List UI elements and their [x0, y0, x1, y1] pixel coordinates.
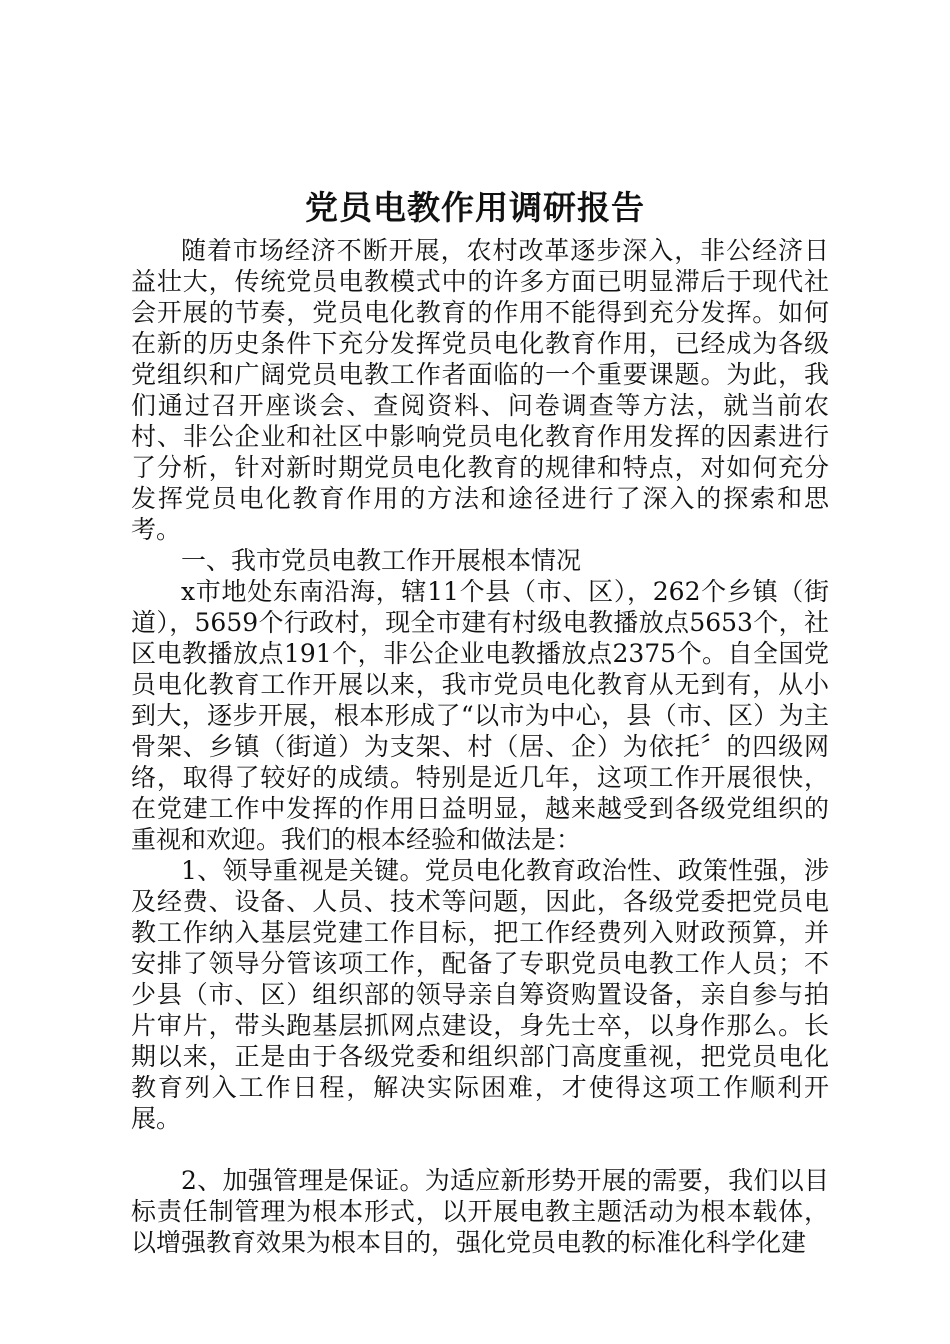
paragraph-overview: x市地处东南沿海，辖11个县（市、区），262个乡镇（街道），5659个行政村，现全市建有村级电教播放点5653个，社区电教播放点191个，非公企业电教播放点2375个。自全国党员电化教育工作开展以来，我市党员电化教育从无到有，从小到大，逐步开展，根本形成了“以市为中心，县（市、区）为主骨架、乡镇（街道）为支架、村（居、企）为依托〞的四级网络，取得了较好的成绩。特别是近几年，这项工作开展很快，在党建工作中发挥的作用日益明显，越来越受到各级党组织的重视和欢迎。我们的根本经验和做法是： — [131, 577, 829, 854]
document-title: 党员电教作用调研报告 — [305, 188, 645, 227]
paragraph-intro: 随着市场经济不断开展，农村改革逐步深入，非公经济日益壮大，传统党员电教模式中的许多方面已明显滞后于现代社会开展的节奏，党员电化教育的作用不能得到充分发挥。如何在新的历史条件下充分发挥党员电化教育作用，已经成为各级党组织和广阔党员电教工作者面临的一个重要课题。为此，我们通过召开座谈会、查阅资料、问卷调查等方法，就当前农村、非公企业和社区中影响党员电化教育作用发挥的因素进行了分析，针对新时期党员电化教育的规律和特点，对如何充分发挥党员电化教育作用的方法和途径进行了深入的探索和思考。 — [131, 236, 829, 544]
paragraph-point-1: 1、领导重视是关键。党员电化教育政治性、政策性强，涉及经费、设备、人员、技术等问题，因此，各级党委把党员电教工作纳入基层党建工作目标，把工作经费列入财政预算，并安排了领导分管该项工作，配备了专职党员电教工作人员；不少县（市、区）组织部的领导亲自筹资购置设备，亲自参与拍片审片，带头跑基层抓网点建设，身先士卒，以身作那么。长期以来，正是由于各级党委和组织部门高度重视，把党员电化教育列入工作日程，解决实际困难，才使得这项工作顺利开展。 — [131, 856, 829, 1133]
document-body — [131, 235, 829, 1258]
paragraph-point-2: 2、加强管理是保证。为适应新形势开展的需要，我们以目标责任制管理为根本形式，以开展电教主题活动为根本载体，以增强教育效果为根本目的，强化党员电教的标准化科学化建 — [131, 1166, 829, 1257]
section-heading: 一、我市党员电教工作开展根本情况 — [181, 546, 582, 575]
